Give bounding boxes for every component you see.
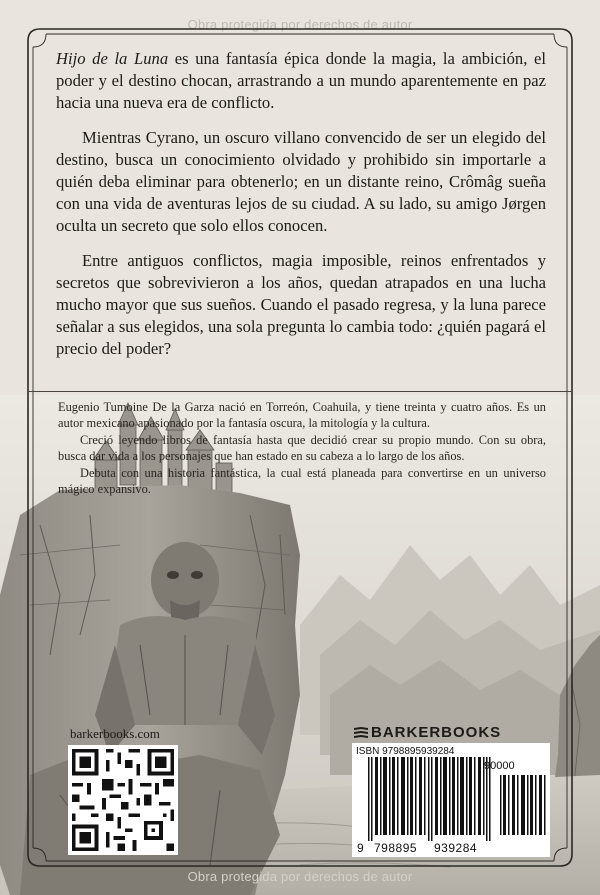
- synopsis-paragraph-1-text: es una fantasía épica donde la magia, la ambición, el poder y el destino chocan, arrastrando a un mundo aparentemente en paz hacia una nueva era de conflicto.: [56, 49, 546, 112]
- publisher-website: barkerbooks.com: [70, 726, 160, 741]
- copyright-watermark-bottom: Obra protegida por derechos de autor: [187, 869, 413, 884]
- synopsis-paragraph-2: Mientras Cyrano, un oscuro villano convencido de ser un elegido del destino, busca un conocimiento olvidado y prohibido sin importarle a quién deba eliminar para obtenerlo; en un distante reino, Crômâg sueña con una vida de aventuras lejos de su ciudad. A su lado, su amigo Jørgen oculta un secreto que solo ellos conocen.: [56, 128, 546, 235]
- isbn-barcode: [352, 743, 550, 857]
- author-bio-paragraph-3: Debuta con una historia fantástica, la cual está planeada para convertirse en un universo mágico expansivo.: [58, 465, 546, 497]
- book-title: Hijo de la Luna: [56, 49, 169, 68]
- qr-code-icon: [68, 745, 178, 855]
- author-bio-paragraph-1: Eugenio Tumoine De la Garza nació en Torreón, Coahuila, y tiene treinta y cuatro años. Es un autor mexicano apasionado por la fantasía oscura, la mitología y la cultura.: [58, 400, 546, 431]
- synopsis-paragraph-1: [56, 48, 546, 114]
- isbn-label: ISBN 9798895939284: [356, 746, 455, 757]
- barcode-icon: [368, 757, 546, 841]
- synopsis: [56, 48, 546, 373]
- publisher-brand: [354, 724, 552, 742]
- publisher-name: BARKERBOOKS: [371, 724, 502, 741]
- barkerbooks-logo-icon: [354, 727, 368, 738]
- author-bio-paragraph-2: Creció leyendo libros de fantasía hasta que decidió crear su propio mundo. Con su obra, busca dar vida a los personajes que han estado en su cabeza a lo largo de los años.: [58, 432, 546, 464]
- synopsis-paragraph-3: Entre antiguos conflictos, magia imposible, reinos enfrentados y secretos que sobrevivieron a los años, quedan atrapados en una lucha mucho mayor que sus sueños. Cuando el pasado regresa, y la luna parece señalar a sus elegidos, una sola pregunta lo cambia todo: ¿quién pagará el precio del poder?: [56, 251, 546, 358]
- copyright-watermark-top: Obra protegida por derechos de autor: [187, 17, 413, 32]
- barcode-digits-group-1: 798895: [374, 841, 418, 855]
- barcode-digits-group-2: 939284: [434, 841, 478, 855]
- barcode-digit-lead: 9: [357, 841, 365, 855]
- section-divider: [28, 391, 572, 392]
- author-bio: [58, 399, 546, 497]
- price-code: 90000: [484, 760, 515, 772]
